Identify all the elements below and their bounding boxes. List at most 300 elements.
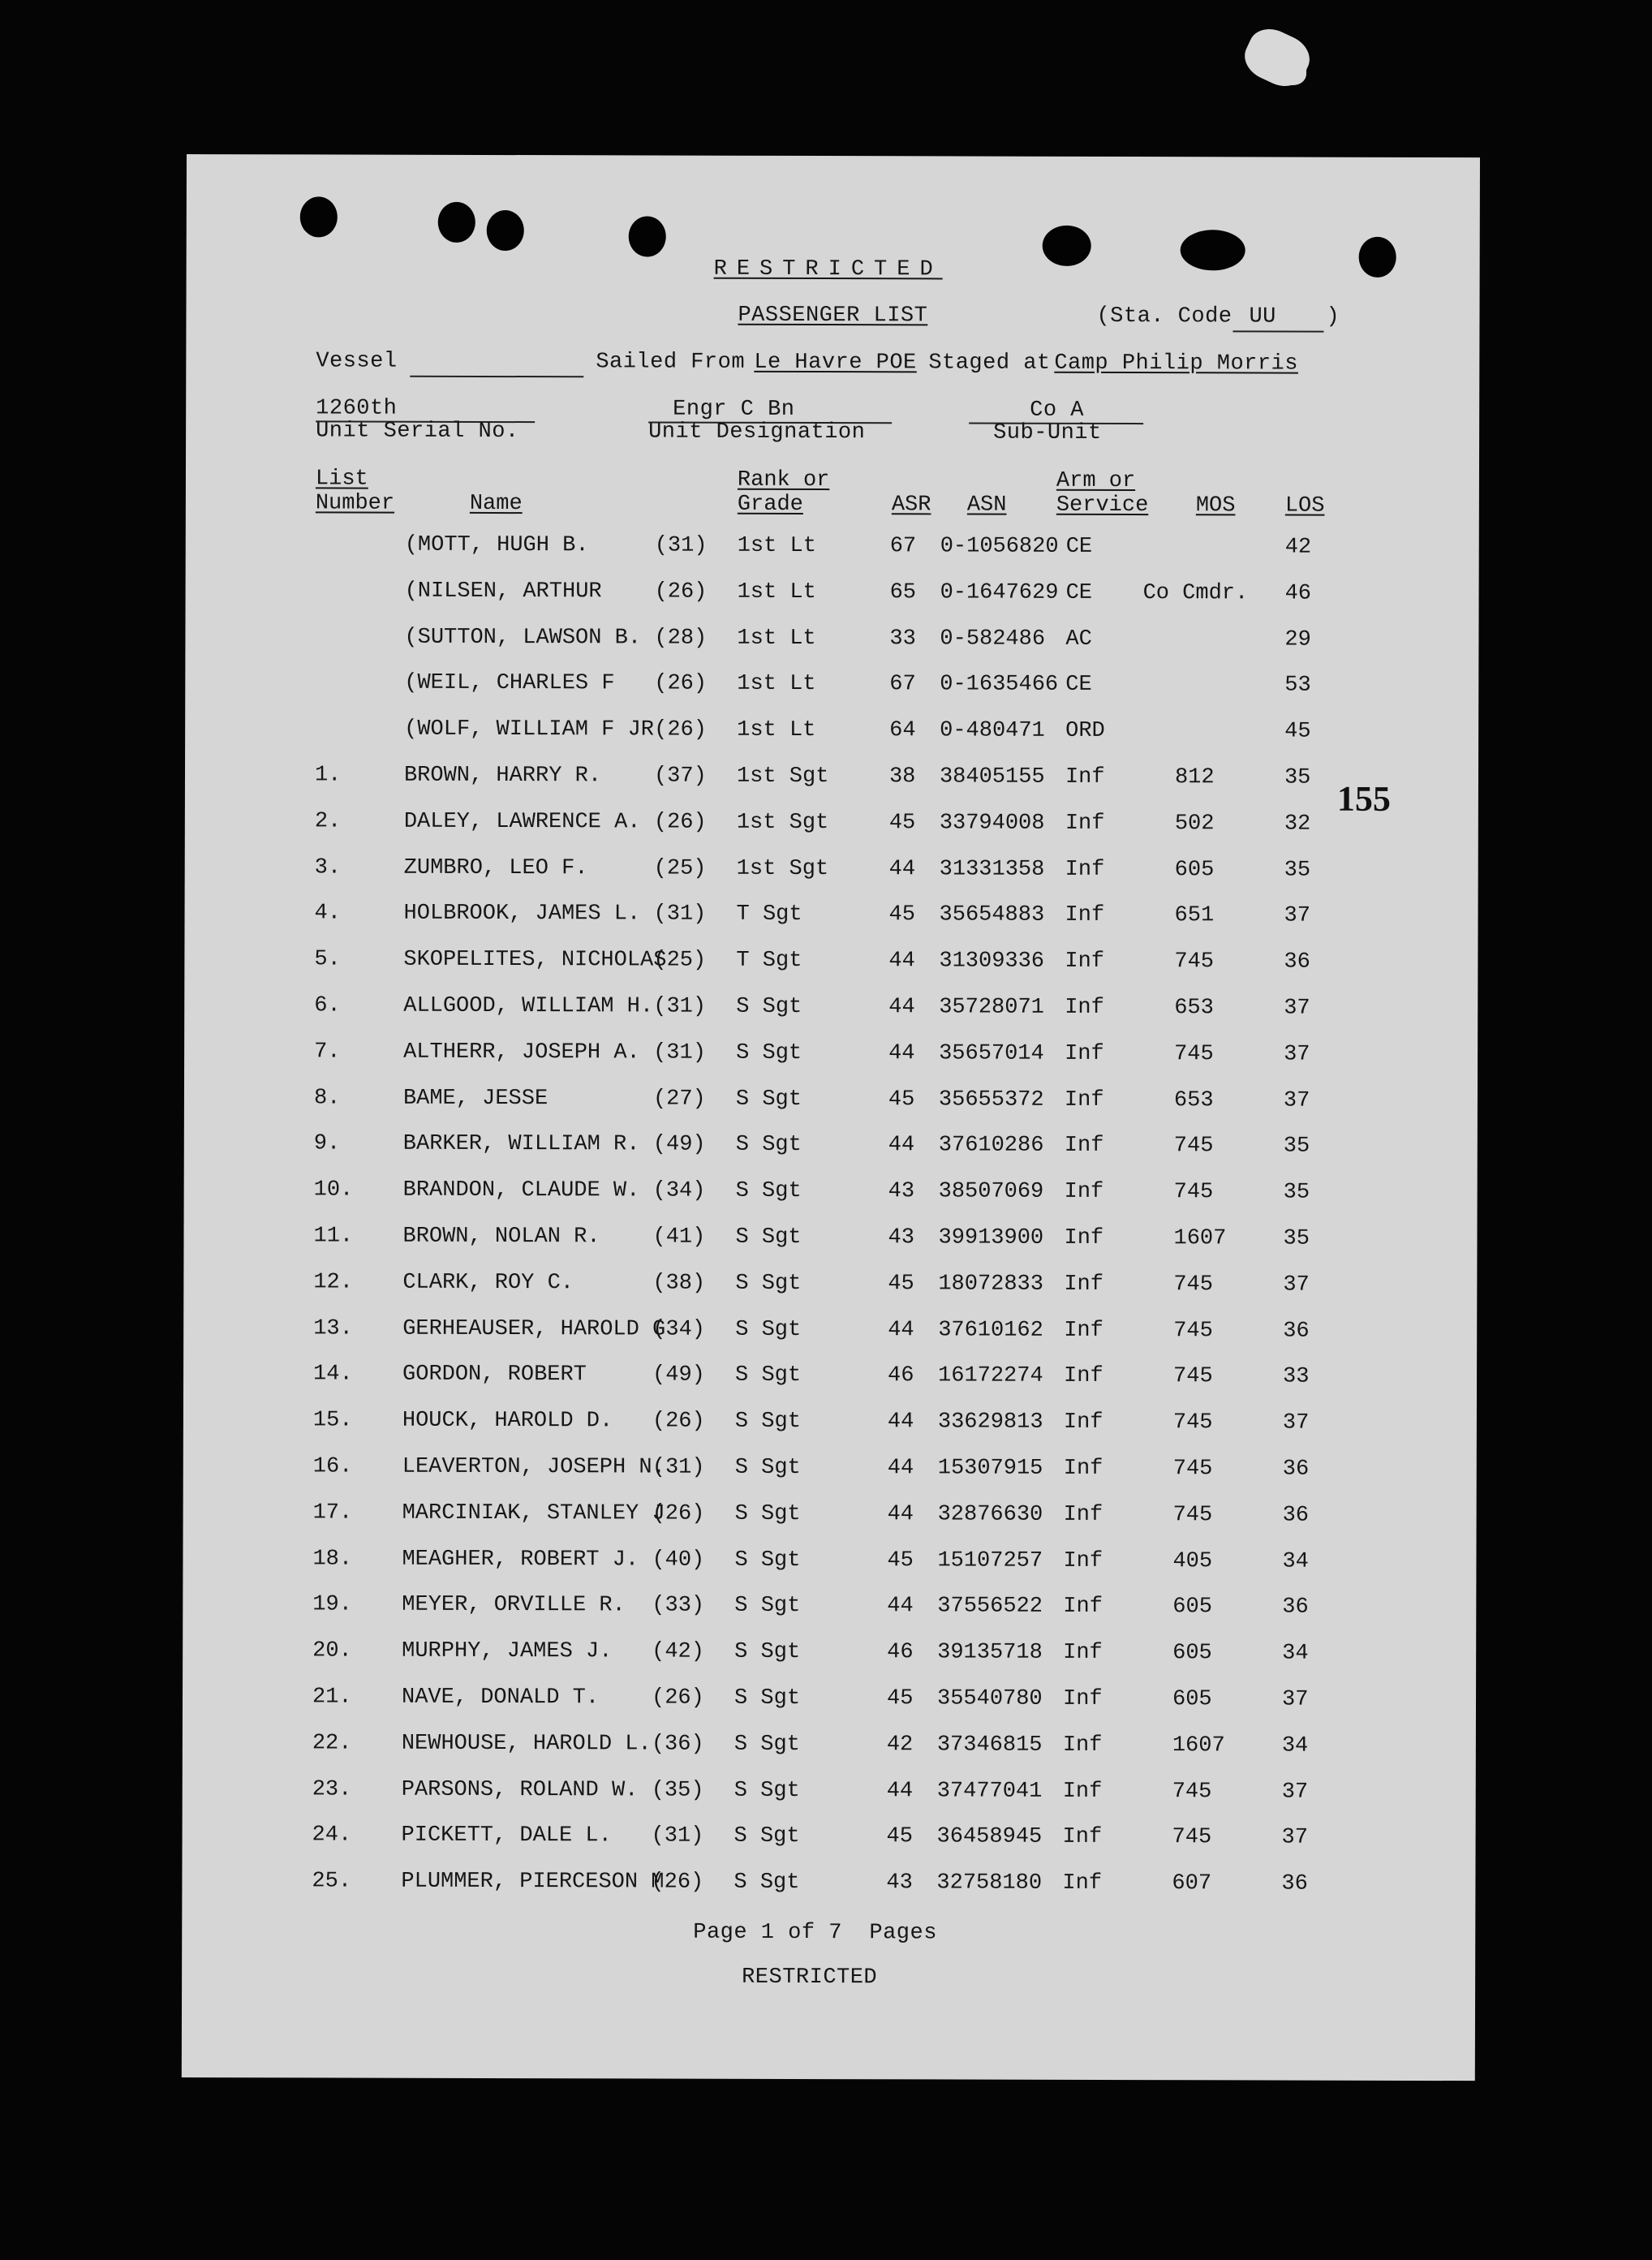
- arm-cell: Inf: [1062, 1871, 1103, 1896]
- sta-code-close: ): [1326, 304, 1340, 329]
- mos-cell: 605: [1174, 857, 1215, 882]
- table-row: [183, 1638, 1476, 1688]
- punch-hole: [1043, 226, 1091, 266]
- name-cell: (SUTTON, LAWSON B.: [404, 625, 642, 651]
- mos-cell: 1607: [1172, 1733, 1225, 1758]
- asn-cell: 31331358: [939, 857, 1045, 882]
- staged-at-label: Staged at: [928, 351, 1051, 376]
- punch-hole: [438, 202, 475, 243]
- los-cell: 37: [1282, 1410, 1310, 1436]
- asr-cell: 67: [889, 534, 917, 559]
- rank-cell: S Sgt: [735, 1271, 802, 1296]
- arm-cell: ORD: [1065, 719, 1105, 744]
- arm-cell: Inf: [1064, 1134, 1104, 1159]
- name-cell: PICKETT, DALE L.: [401, 1823, 612, 1849]
- asn-cell: 39913900: [938, 1225, 1044, 1251]
- arm-cell: Inf: [1065, 811, 1105, 836]
- name-cell: HOLBROOK, JAMES L.: [403, 902, 641, 927]
- table-row: [183, 1224, 1477, 1273]
- arm-cell: Inf: [1063, 1548, 1103, 1573]
- mos-cell: 812: [1174, 765, 1215, 790]
- los-cell: 36: [1282, 1457, 1310, 1482]
- asr-cell: 46: [888, 1363, 914, 1388]
- sailed-from-value: Le Havre POE: [754, 350, 917, 376]
- los-cell: 37: [1284, 903, 1310, 929]
- list-number-cell: 21.: [312, 1685, 352, 1710]
- classification-heading: RESTRICTED: [713, 256, 943, 282]
- arm-cell: Inf: [1064, 1180, 1104, 1205]
- col-asr: ASR: [891, 493, 931, 518]
- asr-cell: 44: [888, 1041, 915, 1066]
- table-row: [183, 1500, 1477, 1550]
- sta-code-underline: [1233, 330, 1323, 332]
- mos-cell: Co Cmdr.: [1142, 580, 1249, 606]
- asr-cell: 46: [887, 1640, 914, 1665]
- name-cell: BAME, JESSE: [402, 1086, 549, 1111]
- name-cell: SKOPELITES, NICHOLAS: [403, 947, 667, 973]
- age-cell: (28): [654, 626, 708, 651]
- unit-serial-value: 1260th: [316, 396, 398, 421]
- name-cell: NEWHOUSE, HAROLD L.: [401, 1731, 652, 1757]
- age-cell: (34): [652, 1178, 706, 1203]
- list-number-cell: 14.: [313, 1362, 353, 1387]
- arm-cell: Inf: [1065, 857, 1105, 882]
- los-cell: 53: [1284, 673, 1311, 699]
- asn-cell: 37610162: [938, 1318, 1043, 1343]
- mos-cell: 745: [1173, 1272, 1214, 1298]
- age-cell: (35): [651, 1778, 704, 1803]
- asn-cell: 38405155: [939, 764, 1045, 790]
- asn-cell: 39135718: [937, 1640, 1043, 1665]
- asr-cell: 45: [887, 1548, 914, 1573]
- los-cell: 37: [1281, 1825, 1309, 1851]
- arm-cell: Inf: [1063, 1456, 1103, 1481]
- mos-cell: 745: [1173, 1134, 1214, 1159]
- asn-cell: 16172274: [938, 1363, 1043, 1389]
- name-cell: (WEIL, CHARLES F: [404, 671, 615, 696]
- list-number-cell: 3.: [314, 855, 342, 880]
- age-cell: (36): [651, 1732, 704, 1757]
- sub-unit-label: Sub-Unit: [993, 420, 1102, 446]
- table-row: [184, 1086, 1478, 1135]
- asr-cell: 44: [888, 949, 915, 974]
- asn-cell: 32876630: [937, 1502, 1043, 1527]
- rank-cell: S Sgt: [734, 1778, 800, 1803]
- mos-cell: 605: [1172, 1687, 1212, 1712]
- list-number-cell: 20.: [312, 1638, 352, 1664]
- asn-cell: 0-582486: [940, 626, 1046, 652]
- age-cell: (26): [652, 1409, 705, 1434]
- rank-cell: 1st Sgt: [736, 764, 829, 790]
- mos-cell: 605: [1172, 1595, 1212, 1620]
- los-cell: 33: [1283, 1364, 1310, 1390]
- mos-cell: 653: [1173, 1087, 1214, 1113]
- name-cell: MEYER, ORVILLE R.: [402, 1593, 626, 1618]
- list-number-cell: 8.: [313, 1086, 341, 1111]
- mos-cell: 745: [1173, 1364, 1213, 1389]
- name-cell: DALEY, LAWRENCE A.: [403, 809, 641, 835]
- table-row: [183, 1685, 1476, 1734]
- los-cell: 32: [1284, 811, 1311, 837]
- table-row: [182, 1869, 1475, 1918]
- table-row: [183, 1731, 1476, 1780]
- list-number-cell: 24.: [312, 1823, 352, 1848]
- asn-cell: 0-1635466: [940, 672, 1059, 698]
- los-cell: 37: [1284, 1042, 1310, 1067]
- rank-cell: 1st Lt: [737, 579, 816, 605]
- los-cell: 36: [1283, 1319, 1310, 1344]
- dust-speck: [1274, 57, 1306, 85]
- punch-hole: [1181, 230, 1245, 270]
- sailed-from-label: Sailed From: [596, 350, 746, 375]
- asr-cell: 44: [888, 995, 915, 1020]
- footer-classification: RESTRICTED: [742, 1965, 878, 1991]
- list-number-cell: 17.: [312, 1500, 353, 1526]
- asr-cell: 65: [889, 580, 917, 605]
- mos-cell: 745: [1172, 1779, 1212, 1804]
- age-cell: (41): [652, 1225, 706, 1250]
- asr-cell: 45: [888, 811, 916, 836]
- name-cell: BARKER, WILLIAM R.: [402, 1132, 640, 1157]
- table-row: [184, 993, 1478, 1043]
- los-cell: 35: [1284, 858, 1311, 883]
- mos-cell: 745: [1173, 1180, 1214, 1205]
- arm-cell: AC: [1065, 626, 1092, 652]
- los-cell: 36: [1282, 1503, 1310, 1528]
- arm-cell: CE: [1065, 673, 1092, 698]
- asr-cell: 42: [886, 1733, 914, 1758]
- los-cell: 34: [1282, 1549, 1309, 1574]
- age-cell: (31): [653, 994, 707, 1019]
- arm-cell: Inf: [1063, 1595, 1103, 1620]
- page-info: Page 1 of 7 Pages: [693, 1920, 937, 1946]
- rank-cell: 1st Lt: [737, 717, 816, 743]
- name-cell: MEAGHER, ROBERT J.: [402, 1547, 639, 1573]
- rank-cell: S Sgt: [734, 1409, 801, 1435]
- asr-cell: 45: [888, 1087, 915, 1112]
- page-number-stamp: 155: [1336, 778, 1391, 819]
- asn-cell: 15307915: [937, 1456, 1043, 1481]
- asr-cell: 44: [888, 856, 916, 881]
- mos-cell: 745: [1172, 1457, 1213, 1482]
- asr-cell: 44: [887, 1594, 914, 1619]
- list-number-cell: 6.: [314, 993, 341, 1018]
- rank-cell: S Sgt: [735, 1178, 802, 1204]
- asr-cell: 44: [887, 1456, 914, 1481]
- rank-cell: T Sgt: [736, 948, 802, 974]
- punch-hole: [300, 196, 338, 237]
- asr-cell: 45: [888, 902, 915, 928]
- name-cell: PARSONS, ROLAND W.: [401, 1777, 639, 1803]
- unit-designation-label: Unit Designation: [648, 420, 866, 446]
- age-cell: (27): [652, 1087, 706, 1112]
- age-cell: (31): [653, 1040, 706, 1065]
- mos-cell: 745: [1172, 1410, 1213, 1436]
- table-row: [184, 1040, 1478, 1089]
- punch-hole: [1359, 237, 1396, 278]
- rank-cell: S Sgt: [735, 1133, 802, 1158]
- name-cell: PLUMMER, PIERCESON M: [401, 1869, 665, 1895]
- asn-cell: 18072833: [938, 1272, 1044, 1297]
- name-cell: LEAVERTON, JOSEPH N.: [402, 1454, 665, 1480]
- rank-cell: S Sgt: [734, 1824, 800, 1849]
- asn-cell: 35728071: [939, 995, 1044, 1020]
- arm-cell: Inf: [1062, 1733, 1103, 1758]
- col-mos: MOS: [1195, 493, 1236, 519]
- asn-cell: 35654883: [939, 902, 1045, 928]
- table-row: [183, 1362, 1477, 1411]
- asr-cell: 45: [886, 1686, 914, 1711]
- arm-cell: Inf: [1064, 1364, 1103, 1389]
- mos-cell: 745: [1172, 1502, 1213, 1528]
- table-row: [185, 625, 1478, 674]
- asn-cell: 35540780: [936, 1686, 1043, 1711]
- age-cell: (31): [654, 533, 708, 558]
- rank-cell: S Sgt: [734, 1639, 801, 1665]
- arm-cell: Inf: [1064, 1225, 1104, 1251]
- list-number-cell: 23.: [312, 1777, 352, 1802]
- age-cell: (37): [653, 764, 707, 789]
- arm-cell: Inf: [1065, 1041, 1104, 1066]
- table-row: [183, 1270, 1477, 1319]
- rank-cell: T Sgt: [736, 902, 802, 928]
- los-cell: 36: [1284, 949, 1310, 975]
- asr-cell: 44: [888, 1317, 914, 1342]
- asn-cell: 33629813: [937, 1410, 1043, 1435]
- age-cell: (38): [652, 1271, 706, 1296]
- list-number-cell: 9.: [313, 1131, 341, 1156]
- rank-cell: S Sgt: [736, 994, 802, 1019]
- los-cell: 37: [1284, 996, 1310, 1021]
- arm-cell: Inf: [1064, 1087, 1104, 1113]
- rank-cell: S Sgt: [734, 1548, 801, 1573]
- arm-cell: Inf: [1063, 1410, 1103, 1436]
- los-cell: 45: [1284, 719, 1311, 744]
- list-number-cell: 25.: [312, 1869, 352, 1894]
- asr-cell: 43: [888, 1179, 915, 1204]
- arm-cell: Inf: [1065, 764, 1105, 790]
- asn-cell: 0-480471: [940, 718, 1045, 743]
- name-cell: CLARK, ROY C.: [402, 1270, 574, 1296]
- rank-cell: 1st Sgt: [736, 810, 829, 835]
- asn-cell: 37346815: [936, 1733, 1043, 1758]
- mos-cell: 745: [1174, 1041, 1214, 1067]
- table-row: [185, 670, 1478, 720]
- vessel-blank: [410, 376, 583, 378]
- los-cell: 36: [1282, 1595, 1309, 1621]
- list-number-cell: 18.: [312, 1547, 353, 1572]
- sta-code-label: (Sta. Code: [1096, 303, 1233, 329]
- arm-cell: Inf: [1065, 949, 1105, 975]
- list-number-cell: 19.: [312, 1592, 352, 1617]
- rank-cell: S Sgt: [734, 1455, 801, 1480]
- asn-cell: 35655372: [938, 1087, 1044, 1113]
- punch-hole: [487, 210, 524, 251]
- rank-cell: S Sgt: [734, 1870, 800, 1896]
- asr-cell: 44: [888, 1133, 915, 1158]
- los-cell: 37: [1283, 1272, 1310, 1298]
- table-row: [185, 809, 1478, 859]
- name-cell: MARCINIAK, STANLEY J: [402, 1500, 665, 1526]
- vessel-label: Vessel: [316, 349, 398, 374]
- age-cell: (26): [654, 671, 708, 697]
- name-cell: BRANDON, CLAUDE W.: [402, 1177, 640, 1203]
- name-cell: (WOLF, WILLIAM F JR: [404, 717, 655, 743]
- arm-cell: Inf: [1065, 995, 1104, 1020]
- dust-speck: [1238, 21, 1317, 93]
- mos-cell: 502: [1174, 811, 1215, 837]
- rank-cell: S Sgt: [734, 1732, 800, 1757]
- table-row: [183, 1592, 1476, 1642]
- los-cell: 35: [1283, 1226, 1310, 1251]
- rank-cell: S Sgt: [735, 1363, 802, 1388]
- list-number-cell: 13.: [313, 1316, 353, 1341]
- col-rank: Rank or Grade: [737, 467, 830, 517]
- arm-cell: CE: [1065, 580, 1093, 605]
- asn-cell: 15107257: [937, 1548, 1043, 1573]
- table-row: [185, 855, 1478, 905]
- name-cell: ZUMBRO, LEO F.: [403, 855, 588, 880]
- mos-cell: 745: [1174, 949, 1215, 975]
- asr-cell: 38: [888, 764, 916, 790]
- list-number-cell: 2.: [314, 809, 342, 834]
- list-number-cell: 5.: [314, 947, 341, 972]
- name-cell: GORDON, ROBERT: [402, 1362, 587, 1388]
- table-row: [186, 532, 1479, 582]
- arm-cell: Inf: [1062, 1686, 1103, 1711]
- age-cell: (49): [652, 1132, 706, 1158]
- los-cell: 37: [1283, 1088, 1310, 1113]
- mos-cell: 745: [1173, 1318, 1213, 1343]
- rank-cell: S Sgt: [735, 1225, 802, 1250]
- asr-cell: 64: [889, 718, 916, 743]
- name-cell: HOUCK, HAROLD D.: [402, 1408, 613, 1434]
- asn-cell: 0-1647629: [940, 580, 1059, 605]
- asr-cell: 67: [889, 672, 916, 697]
- arm-cell: Inf: [1062, 1779, 1103, 1804]
- arm-cell: CE: [1065, 534, 1093, 559]
- table-row: [182, 1823, 1475, 1872]
- arm-cell: Inf: [1064, 1318, 1103, 1343]
- rank-cell: S Sgt: [735, 1087, 802, 1112]
- los-cell: 34: [1281, 1733, 1309, 1758]
- table-row: [185, 763, 1478, 812]
- list-number-cell: 1.: [314, 763, 342, 788]
- table-row: [183, 1454, 1477, 1504]
- list-number-cell: 4.: [314, 901, 341, 926]
- passenger-list-page: [182, 154, 1480, 2081]
- los-cell: 35: [1283, 1134, 1310, 1160]
- name-cell: GERHEAUSER, HAROLD G: [402, 1316, 666, 1342]
- asn-cell: 37610286: [938, 1133, 1044, 1159]
- asr-cell: 43: [886, 1870, 913, 1896]
- age-cell: (34): [652, 1317, 706, 1342]
- rank-cell: 1st Lt: [737, 626, 816, 651]
- asr-cell: 45: [888, 1272, 914, 1297]
- name-cell: ALLGOOD, WILLIAM H.: [403, 993, 654, 1019]
- age-cell: (26): [653, 810, 707, 835]
- table-row: [183, 1547, 1476, 1596]
- age-cell: (26): [654, 717, 707, 743]
- age-cell: (40): [652, 1548, 705, 1573]
- table-row: [184, 1177, 1478, 1227]
- mos-cell: 1607: [1173, 1226, 1227, 1251]
- arm-cell: Inf: [1062, 1825, 1103, 1850]
- asr-cell: 33: [889, 626, 916, 651]
- los-cell: 42: [1284, 535, 1312, 560]
- arm-cell: Inf: [1063, 1502, 1103, 1527]
- rank-cell: 1st Lt: [737, 533, 816, 559]
- asn-cell: 37477041: [936, 1779, 1043, 1804]
- age-cell: (26): [651, 1870, 704, 1895]
- mos-cell: 653: [1174, 996, 1214, 1021]
- asr-cell: 44: [887, 1502, 914, 1527]
- age-cell: (49): [652, 1362, 705, 1388]
- age-cell: (26): [652, 1501, 705, 1526]
- los-cell: 35: [1284, 765, 1311, 790]
- list-number-cell: 11.: [313, 1224, 354, 1249]
- list-number-cell: 10.: [313, 1177, 354, 1203]
- age-cell: (31): [653, 902, 707, 928]
- asn-cell: 36458945: [936, 1824, 1043, 1850]
- sub-unit-value: Co A: [1030, 398, 1085, 423]
- col-arm: Arm or Service: [1056, 468, 1149, 519]
- rank-cell: 1st Sgt: [736, 856, 829, 881]
- mos-cell: 607: [1172, 1871, 1212, 1896]
- los-cell: 36: [1281, 1871, 1308, 1896]
- rank-cell: S Sgt: [736, 1040, 802, 1065]
- col-name: Name: [469, 491, 523, 517]
- table-row: [184, 1131, 1478, 1181]
- col-list-number: List Number: [315, 467, 395, 516]
- staged-at-value: Camp Philip Morris: [1054, 351, 1299, 377]
- name-cell: (NILSEN, ARTHUR: [404, 579, 602, 605]
- asn-cell: 0-1056820: [940, 534, 1059, 559]
- arm-cell: Inf: [1065, 903, 1105, 928]
- rank-cell: S Sgt: [734, 1594, 801, 1619]
- los-cell: 46: [1284, 581, 1312, 606]
- rank-cell: S Sgt: [735, 1317, 802, 1342]
- age-cell: (26): [654, 579, 708, 605]
- asn-cell: 35657014: [939, 1041, 1044, 1066]
- list-title: PASSENGER LIST: [738, 303, 928, 329]
- mos-cell: 651: [1174, 903, 1215, 928]
- col-asn: ASN: [966, 493, 1007, 518]
- rank-cell: S Sgt: [734, 1501, 801, 1526]
- asn-cell: 38507069: [938, 1179, 1044, 1204]
- asr-cell: 44: [886, 1778, 914, 1803]
- age-cell: (42): [652, 1639, 705, 1664]
- asr-cell: 44: [887, 1410, 914, 1435]
- name-cell: BROWN, HARRY R.: [403, 763, 602, 789]
- table-row: [183, 1408, 1477, 1457]
- los-cell: 37: [1281, 1687, 1309, 1712]
- los-cell: 29: [1284, 627, 1311, 652]
- mos-cell: 605: [1172, 1641, 1212, 1666]
- name-cell: BROWN, NOLAN R.: [402, 1224, 600, 1250]
- table-row: [183, 1316, 1477, 1366]
- age-cell: (25): [653, 948, 707, 973]
- los-cell: 35: [1283, 1180, 1310, 1205]
- table-row: [184, 947, 1478, 997]
- asn-cell: 32758180: [936, 1870, 1043, 1896]
- arm-cell: Inf: [1063, 1641, 1103, 1666]
- arm-cell: Inf: [1064, 1272, 1104, 1297]
- asr-cell: 45: [886, 1824, 914, 1849]
- list-number-cell: 7.: [314, 1040, 341, 1065]
- los-cell: 37: [1281, 1780, 1309, 1805]
- los-cell: 34: [1282, 1641, 1309, 1666]
